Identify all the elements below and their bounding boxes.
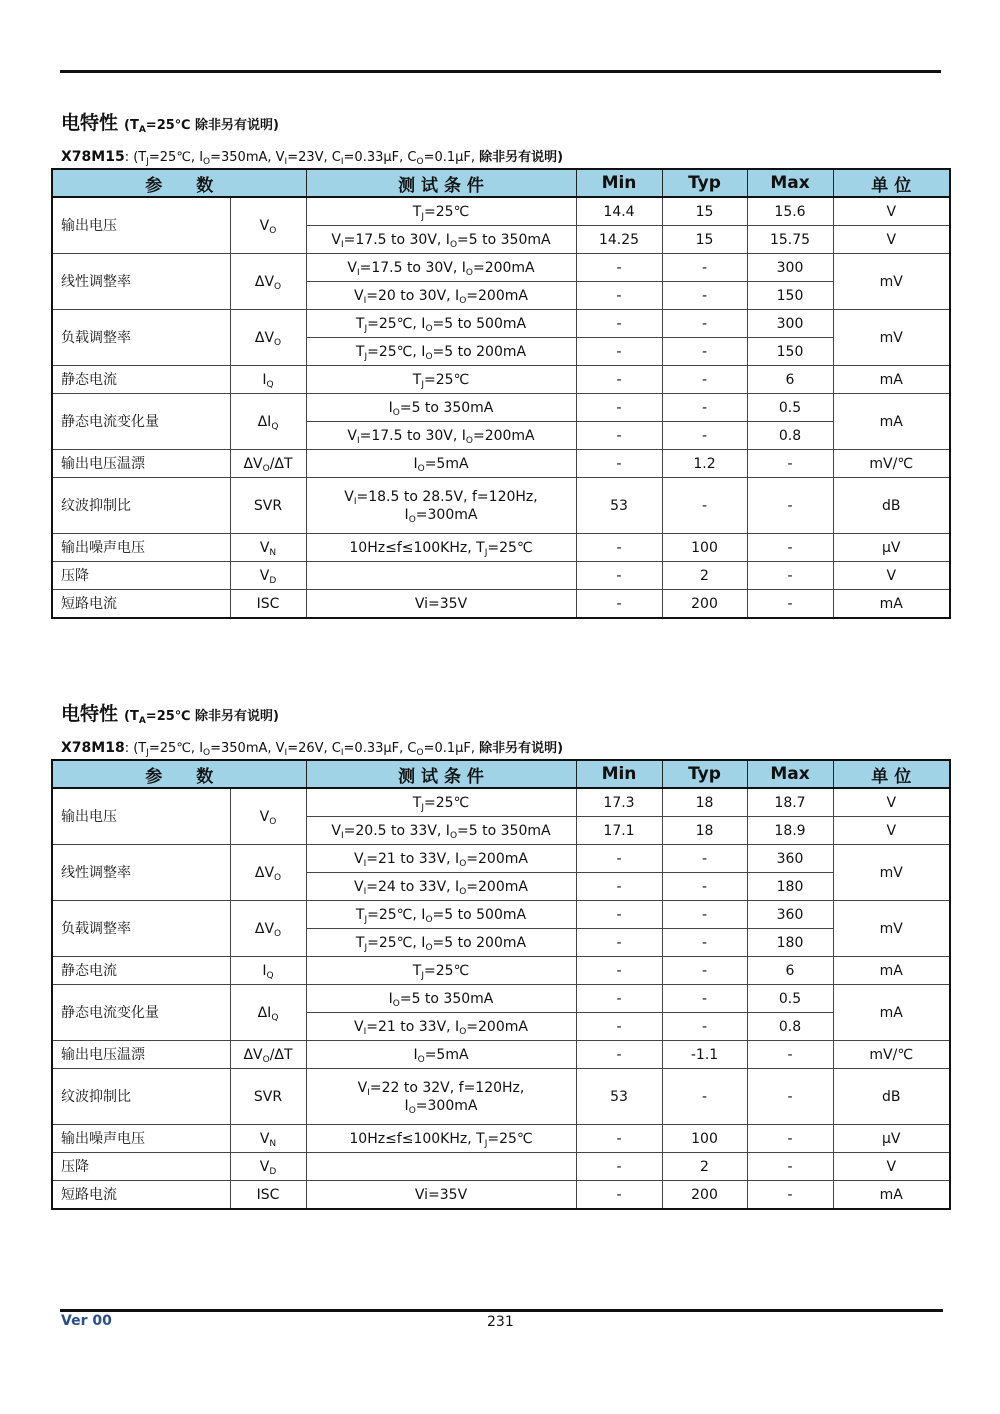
typ-value: -: [662, 310, 747, 338]
conditions-text: ($T_J=25℃$, $I_O=350mA$, $V_I=23V$, $C_I=0.33\mu F$, $C_O=0.1\mu F$,: [133, 150, 480, 167]
typ-value: 1.2: [662, 450, 747, 478]
unit-value: mV/℃: [833, 1041, 950, 1069]
parameter-symbol: $\Delta I_Q$: [230, 394, 306, 450]
parameter-name: 输出电压温漂: [52, 450, 230, 478]
typ-value: -: [662, 394, 747, 422]
test-condition: $T_J=25℃$: [306, 788, 576, 817]
parameter-name: 线性调整率: [52, 254, 230, 310]
page-number: 231: [487, 1314, 514, 1330]
typ-value: 15: [662, 197, 747, 226]
max-value: -: [747, 1041, 833, 1069]
parameter-name: 压降: [52, 562, 230, 590]
unit-value: V: [833, 817, 950, 845]
max-value: 180: [747, 929, 833, 957]
parameter-name: 负载调整率: [52, 310, 230, 366]
parameter-symbol: SVR: [230, 478, 306, 534]
table-row: [52, 310, 950, 338]
table-row: [52, 534, 950, 562]
min-value: -: [576, 985, 662, 1013]
test-condition: $I_O=5mA$: [306, 1041, 576, 1069]
table-row: [52, 478, 950, 534]
table-row: [52, 957, 950, 985]
test-condition: 10Hz≤f≤100KHz, $T_J=25℃$: [306, 1125, 576, 1153]
typ-value: -: [662, 366, 747, 394]
header-min: Min: [576, 169, 662, 197]
min-value: 14.25: [576, 226, 662, 254]
min-value: 53: [576, 1069, 662, 1125]
table-row: [52, 1041, 950, 1069]
min-value: 14.4: [576, 197, 662, 226]
max-value: -: [747, 534, 833, 562]
test-condition: $T_J=25℃$, $I_O=5$ to 500mA: [306, 901, 576, 929]
typ-value: -: [662, 282, 747, 310]
min-value: -: [576, 450, 662, 478]
min-value: -: [576, 873, 662, 901]
model-separator: :: [124, 150, 134, 165]
max-value: 15.6: [747, 197, 833, 226]
header-row: [52, 169, 950, 197]
table-row: [52, 901, 950, 929]
test-condition: [306, 562, 576, 590]
test-condition: $V_I=22$ to 32V, f=120Hz, $I_O=300mA$: [306, 1069, 576, 1125]
typ-value: -: [662, 985, 747, 1013]
parameter-symbol: $V_D$: [230, 1153, 306, 1181]
test-condition: $I_O=5$ to 350mA: [306, 985, 576, 1013]
unit-value: mA: [833, 394, 950, 450]
table-row: [52, 394, 950, 422]
max-value: 360: [747, 845, 833, 873]
parameter-symbol: $\Delta V_O$: [230, 901, 306, 957]
min-value: -: [576, 422, 662, 450]
typ-value: 200: [662, 590, 747, 619]
top-rule: [60, 70, 941, 73]
unit-value: mV: [833, 254, 950, 310]
parameter-name: 短路电流: [52, 590, 230, 619]
max-value: 18.7: [747, 788, 833, 817]
parameter-symbol: $I_Q$: [230, 957, 306, 985]
parameter-name: 输出电压温漂: [52, 1041, 230, 1069]
parameter-name: 静态电流变化量: [52, 985, 230, 1041]
min-value: -: [576, 590, 662, 619]
header-max: Max: [747, 760, 833, 788]
max-value: 300: [747, 254, 833, 282]
unit-value: mA: [833, 590, 950, 619]
parameter-symbol: $V_N$: [230, 1125, 306, 1153]
parameter-name: 输出噪声电压: [52, 1125, 230, 1153]
header-min: Min: [576, 760, 662, 788]
header-row: [52, 760, 950, 788]
min-value: -: [576, 282, 662, 310]
min-value: 17.1: [576, 817, 662, 845]
typ-value: -: [662, 845, 747, 873]
section-x78m18: [51, 699, 949, 1210]
conditions-text: ($T_J=25℃$, $I_O=350mA$, $V_I=26V$, $C_I=0.33\mu F$, $C_O=0.1\mu F$,: [133, 741, 480, 758]
spec-table: [51, 168, 951, 619]
test-condition: $T_J=25℃$, $I_O=5$ to 200mA: [306, 929, 576, 957]
parameter-name: 纹波抑制比: [52, 1069, 230, 1125]
unit-value: mV: [833, 845, 950, 901]
parameter-symbol: $V_O$: [230, 197, 306, 254]
table-row: [52, 1125, 950, 1153]
parameter-symbol: $\Delta V_O$: [230, 310, 306, 366]
unit-value: V: [833, 788, 950, 817]
min-value: -: [576, 1125, 662, 1153]
min-value: -: [576, 1041, 662, 1069]
min-value: -: [576, 845, 662, 873]
parameter-symbol: SVR: [230, 1069, 306, 1125]
parameter-symbol: $V_O$: [230, 788, 306, 845]
parameter-symbol: $\Delta I_Q$: [230, 985, 306, 1041]
max-value: -: [747, 590, 833, 619]
table-row: [52, 590, 950, 619]
parameter-name: 线性调整率: [52, 845, 230, 901]
parameter-symbol: $\Delta V_O/\Delta T$: [230, 450, 306, 478]
header-parameter: 参 数: [52, 760, 306, 788]
unit-value: μV: [833, 1125, 950, 1153]
section-title-text: 电特性: [61, 703, 119, 725]
min-value: -: [576, 366, 662, 394]
test-condition: $T_J=25℃$: [306, 197, 576, 226]
min-value: -: [576, 310, 662, 338]
typ-value: 2: [662, 1153, 747, 1181]
test-conditions: [61, 737, 949, 759]
min-value: -: [576, 338, 662, 366]
model-name: X78M15: [61, 149, 125, 165]
test-condition: $T_J=25℃$, $I_O=5$ to 200mA: [306, 338, 576, 366]
typ-value: -: [662, 1069, 747, 1125]
unit-value: mA: [833, 985, 950, 1041]
parameter-name: 短路电流: [52, 1181, 230, 1210]
test-condition: $V_I=20.5$ to 33V, $I_O=5$ to 350mA: [306, 817, 576, 845]
header-unit: 单 位: [833, 169, 950, 197]
parameter-name: 静态电流: [52, 957, 230, 985]
test-condition: $I_O=5mA$: [306, 450, 576, 478]
unit-value: μV: [833, 534, 950, 562]
max-value: 6: [747, 366, 833, 394]
max-value: 15.75: [747, 226, 833, 254]
unit-value: V: [833, 1153, 950, 1181]
test-condition: $V_I=17.5$ to 30V, $I_O=200mA$: [306, 254, 576, 282]
unit-value: dB: [833, 1069, 950, 1125]
parameter-name: 静态电流变化量: [52, 394, 230, 450]
test-condition: $V_I=17.5$ to 30V, $I_O=5$ to 350mA: [306, 226, 576, 254]
parameter-symbol: ISC: [230, 1181, 306, 1210]
max-value: -: [747, 450, 833, 478]
table-row: [52, 788, 950, 817]
typ-value: -: [662, 1013, 747, 1041]
min-value: -: [576, 1153, 662, 1181]
test-condition: $V_I=20$ to 30V, $I_O=200mA$: [306, 282, 576, 310]
table-row: [52, 1181, 950, 1210]
table-row: [52, 366, 950, 394]
min-value: 53: [576, 478, 662, 534]
parameter-symbol: $\Delta V_O$: [230, 254, 306, 310]
test-condition: $I_O=5$ to 350mA: [306, 394, 576, 422]
parameter-name: 静态电流: [52, 366, 230, 394]
test-condition: $V_I=21$ to 33V, $I_O=200mA$: [306, 845, 576, 873]
parameter-symbol: ISC: [230, 590, 306, 619]
header-condition: 测 试 条 件: [306, 760, 576, 788]
test-condition: Vi=35V: [306, 1181, 576, 1210]
unit-value: mA: [833, 366, 950, 394]
model-name: X78M18: [61, 740, 125, 756]
test-condition: $T_J=25℃$, $I_O=5$ to 500mA: [306, 310, 576, 338]
typ-value: -: [662, 254, 747, 282]
max-value: 18.9: [747, 817, 833, 845]
typ-value: 18: [662, 817, 747, 845]
test-condition: $V_I=24$ to 33V, $I_O=200mA$: [306, 873, 576, 901]
max-value: -: [747, 1153, 833, 1181]
version-label: Ver 00: [61, 1313, 112, 1329]
parameter-symbol: $I_Q$: [230, 366, 306, 394]
parameter-name: 压降: [52, 1153, 230, 1181]
table-row: [52, 845, 950, 873]
parameter-name: 输出电压: [52, 197, 230, 254]
typ-value: -1.1: [662, 1041, 747, 1069]
parameter-name: 纹波抑制比: [52, 478, 230, 534]
header-max: Max: [747, 169, 833, 197]
unit-value: V: [833, 226, 950, 254]
parameter-name: 输出噪声电压: [52, 534, 230, 562]
parameter-name: 输出电压: [52, 788, 230, 845]
typ-value: 18: [662, 788, 747, 817]
min-value: 17.3: [576, 788, 662, 817]
typ-value: -: [662, 901, 747, 929]
max-value: -: [747, 562, 833, 590]
max-value: 0.5: [747, 394, 833, 422]
section-title-condition: ($T_A=25℃$ 除非另有说明): [124, 709, 279, 726]
table-row: [52, 985, 950, 1013]
max-value: 300: [747, 310, 833, 338]
section-title-text: 电特性: [61, 112, 119, 134]
header-typ: Typ: [662, 169, 747, 197]
typ-value: -: [662, 422, 747, 450]
model-separator: :: [124, 741, 134, 756]
section-title: [61, 699, 949, 729]
min-value: -: [576, 254, 662, 282]
max-value: 0.5: [747, 985, 833, 1013]
section-x78m15: [51, 108, 949, 619]
test-condition: $T_J=25℃$: [306, 957, 576, 985]
min-value: -: [576, 394, 662, 422]
max-value: 150: [747, 282, 833, 310]
min-value: -: [576, 1181, 662, 1210]
table-row: [52, 562, 950, 590]
table-row: [52, 254, 950, 282]
parameter-symbol: $V_N$: [230, 534, 306, 562]
unit-value: mV: [833, 310, 950, 366]
table-row: [52, 1153, 950, 1181]
parameter-symbol: $V_D$: [230, 562, 306, 590]
table-row: [52, 450, 950, 478]
max-value: -: [747, 1125, 833, 1153]
typ-value: 100: [662, 1125, 747, 1153]
parameter-symbol: $\Delta V_O$: [230, 845, 306, 901]
min-value: -: [576, 901, 662, 929]
max-value: -: [747, 1069, 833, 1125]
header-unit: 单 位: [833, 760, 950, 788]
min-value: -: [576, 562, 662, 590]
table-row: [52, 1069, 950, 1125]
typ-value: 2: [662, 562, 747, 590]
min-value: -: [576, 957, 662, 985]
section-title: [61, 108, 949, 138]
unit-value: dB: [833, 478, 950, 534]
spec-table: [51, 759, 951, 1210]
typ-value: -: [662, 929, 747, 957]
min-value: -: [576, 534, 662, 562]
unit-value: V: [833, 562, 950, 590]
header-condition: 测 试 条 件: [306, 169, 576, 197]
parameter-name: 负载调整率: [52, 901, 230, 957]
section-title-condition: ($T_A=25℃$ 除非另有说明): [124, 118, 279, 135]
header-typ: Typ: [662, 760, 747, 788]
test-condition: [306, 1153, 576, 1181]
min-value: -: [576, 1013, 662, 1041]
min-value: -: [576, 929, 662, 957]
test-condition: Vi=35V: [306, 590, 576, 619]
typ-value: -: [662, 338, 747, 366]
test-condition: $V_I=17.5$ to 30V, $I_O=200mA$: [306, 422, 576, 450]
max-value: 360: [747, 901, 833, 929]
typ-value: -: [662, 957, 747, 985]
test-condition: $T_J=25℃$: [306, 366, 576, 394]
max-value: 150: [747, 338, 833, 366]
test-condition: $V_I=18.5$ to 28.5V, f=120Hz, $I_O=300mA$: [306, 478, 576, 534]
typ-value: -: [662, 873, 747, 901]
max-value: 0.8: [747, 1013, 833, 1041]
max-value: 6: [747, 957, 833, 985]
typ-value: 200: [662, 1181, 747, 1210]
conditions-tail: 除非另有说明): [479, 150, 564, 165]
unit-value: mV/℃: [833, 450, 950, 478]
table-row: [52, 197, 950, 226]
unit-value: V: [833, 197, 950, 226]
typ-value: 100: [662, 534, 747, 562]
header-parameter: 参 数: [52, 169, 306, 197]
unit-value: mA: [833, 957, 950, 985]
typ-value: 15: [662, 226, 747, 254]
test-conditions: [61, 146, 949, 168]
max-value: -: [747, 478, 833, 534]
max-value: 180: [747, 873, 833, 901]
parameter-symbol: $\Delta V_O/\Delta T$: [230, 1041, 306, 1069]
footer-rule: [60, 1309, 943, 1312]
max-value: -: [747, 1181, 833, 1210]
test-condition: 10Hz≤f≤100KHz, $T_J=25℃$: [306, 534, 576, 562]
conditions-tail: 除非另有说明): [479, 741, 564, 756]
test-condition: $V_I=21$ to 33V, $I_O=200mA$: [306, 1013, 576, 1041]
unit-value: mA: [833, 1181, 950, 1210]
typ-value: -: [662, 478, 747, 534]
max-value: 0.8: [747, 422, 833, 450]
unit-value: mV: [833, 901, 950, 957]
